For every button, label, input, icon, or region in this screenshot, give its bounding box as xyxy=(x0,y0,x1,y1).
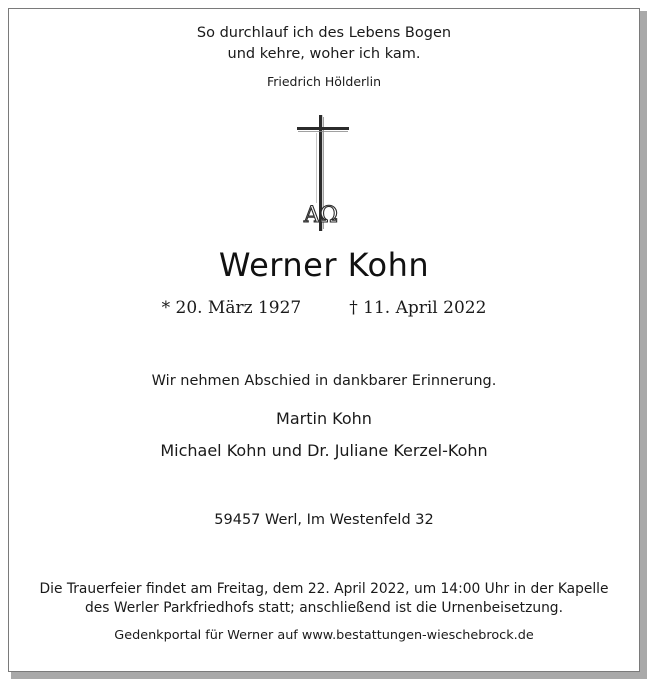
deceased-name: Werner Kohn xyxy=(218,246,430,284)
life-dates xyxy=(9,298,639,318)
quote-line-1: So durchlauf ich des Lebens Bogen xyxy=(196,25,452,41)
alpha-omega-glyphs: AΩ xyxy=(303,203,339,228)
mourner-1: Martin Kohn xyxy=(276,409,372,428)
obituary-notice xyxy=(8,8,640,672)
mourner-2: Michael Kohn und Dr. Juliane Kerzel-Kohn xyxy=(160,441,488,460)
ceremony-line-1: Die Trauerfeier findet am Freitag, dem 22. April 2022, um 14:00 Uhr in der Kapelle xyxy=(39,581,609,597)
address: 59457 Werl, Im Westenfeld 32 xyxy=(214,512,434,528)
cross-alpha-omega-icon xyxy=(293,113,353,233)
birth-date: * 20. März 1927 xyxy=(161,298,302,318)
quote-line-2: und kehre, woher ich kam. xyxy=(227,46,421,62)
farewell-text: Wir nehmen Abschied in dankbarer Erinnerung. xyxy=(151,373,497,389)
death-date: † 11. April 2022 xyxy=(349,298,487,318)
ceremony-line-2: des Werler Parkfriedhofs statt; anschließend ist die Urnenbeisetzung. xyxy=(85,600,563,616)
quote-author: Friedrich Hölderlin xyxy=(266,74,382,89)
memorial-portal: Gedenkportal für Werner auf www.bestattungen-wieschebrock.de xyxy=(114,628,534,643)
